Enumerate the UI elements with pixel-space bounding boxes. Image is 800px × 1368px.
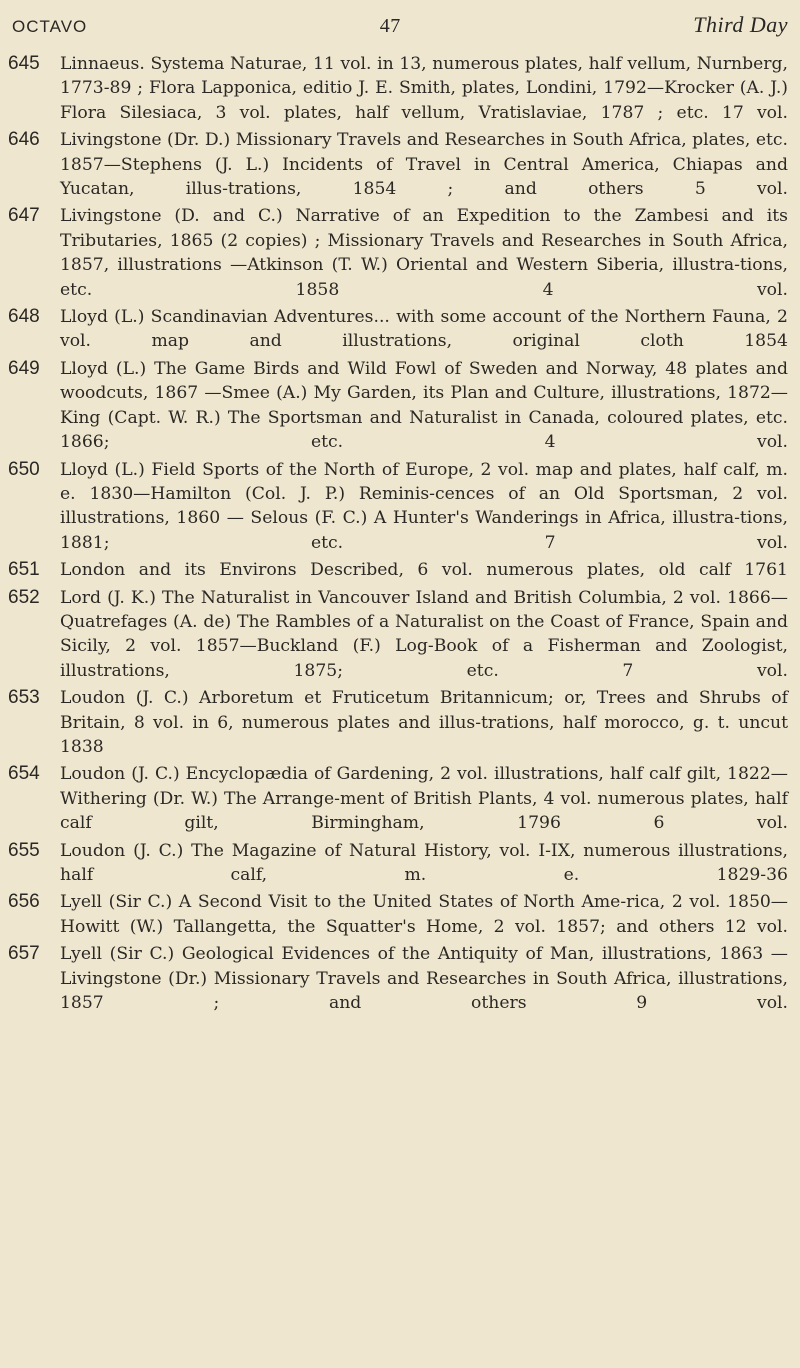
lot-description: Lyell (Sir C.) A Second Visit to the United States of North Ame-rica, 2 vol. 1850—Howitt (W.) Tallangetta, the Squatter's Home, 2 vol. 1857; and others 12 vol. bbox=[60, 892, 788, 937]
lot-entry bbox=[8, 558, 788, 582]
lot-entry bbox=[8, 305, 788, 354]
lot-number: 648 bbox=[8, 306, 40, 328]
lot-number: 645 bbox=[8, 53, 40, 74]
lot-number: 656 bbox=[8, 891, 40, 913]
lot-entry bbox=[8, 686, 788, 759]
header-day: Third Day bbox=[693, 12, 788, 37]
lot-description: Lyell (Sir C.) Geological Evidences of the Antiquity of Man, illustrations, 1863 — Livingstone (Dr.) Missionary Travels and Researches in South Africa, illustrations, 1857 ; and others 9 vol. bbox=[60, 944, 788, 1014]
lot-description: Loudon (J. C.) Encyclopædia of Gardening, 2 vol. illustrations, half calf gilt, 1822— Withering (Dr. W.) The Arrange-ment of British Plants, 4 vol. numerous plates, half calf gilt, Birmingham, 1796 6 vol. bbox=[60, 764, 788, 834]
lot-description: London and its Environs Described, 6 vol. numerous plates, old calf 1761 bbox=[60, 560, 788, 581]
lot-description: Loudon (J. C.) Arboretum et Fruticetum Britannicum; or, Trees and Shrubs of Britain, 8 vol. in 6, numerous plates and illus-trations, half morocco, g. t. uncut 1838 bbox=[60, 688, 788, 757]
lot-number: 646 bbox=[8, 129, 40, 151]
lot-description: Lloyd (L.) Scandinavian Adventures... with some account of the Northern Fauna, 2 vol. map and illustrations, original cloth 1854 bbox=[60, 307, 788, 352]
lot-description: Lloyd (L.) The Game Birds and Wild Fowl of Sweden and Norway, 48 plates and woodcuts, 1867 —Smee (A.) My Garden, its Plan and Culture, illustrations, 1872—King (Capt. W. R.) The Sportsman and Naturalist in Canada, coloured plates, etc. 1866; etc. 4 vol. bbox=[60, 358, 788, 453]
lot-number: 651 bbox=[8, 559, 40, 581]
lot-entry bbox=[8, 357, 788, 455]
lot-number: 650 bbox=[8, 458, 40, 480]
lot-entry bbox=[8, 762, 788, 835]
lot-number: 655 bbox=[8, 839, 40, 861]
lot-description: Loudon (J. C.) The Magazine of Natural History, vol. I-IX, numerous illustrations, half calf, m. e. 1829-36 bbox=[60, 840, 788, 885]
lot-number: 657 bbox=[8, 943, 40, 965]
lot-number: 653 bbox=[8, 687, 40, 709]
lot-number: 649 bbox=[8, 357, 40, 379]
lot-entry bbox=[8, 586, 788, 684]
lot-entry bbox=[8, 942, 788, 1015]
lot-entry bbox=[8, 839, 788, 888]
lot-description: Linnaeus. Systema Naturae, 11 vol. in 13, numerous plates, half vellum, Nurnberg, 1773-89 ; Flora Lapponica, editio J. E. Smith, plates, Londini, 1792—Krocker (A. J.) Flora Silesiaca, 3 vol. plates, half vellum, Vratislaviae, 1787 ; etc. 17 vol. bbox=[60, 54, 788, 123]
lot-number: 652 bbox=[8, 586, 40, 608]
header-format: OCTAVO bbox=[12, 17, 88, 36]
lot-entry bbox=[8, 52, 788, 125]
lot-description: Livingstone (D. and C.) Narrative of an Expedition to the Zambesi and its Tributaries, 1865 (2 copies) ; Missionary Travels and Researches in South Africa, 1857, illustrations —Atkinson (T. W.) Oriental and Western Siberia, illustra-tions, etc. 1858 4 vol. bbox=[60, 206, 788, 300]
page-header bbox=[12, 12, 788, 38]
lot-number: 654 bbox=[8, 763, 40, 785]
page-number: 47 bbox=[379, 15, 401, 37]
lot-description: Lord (J. K.) The Naturalist in Vancouver Island and British Columbia, 2 vol. 1866—Quatrefages (A. de) The Rambles of a Naturalist on the Coast of France, Spain and Sicily, 2 vol. 1857—Buckland (F.) Log-Book of a Fisherman and Zoologist, illustrations, 1875; etc. 7 vol. bbox=[60, 587, 788, 681]
lot-entry bbox=[8, 890, 788, 939]
lot-list bbox=[8, 52, 788, 1018]
lot-entry bbox=[8, 128, 788, 201]
lot-number: 647 bbox=[8, 205, 40, 227]
lot-entry bbox=[8, 458, 788, 556]
lot-description: Lloyd (L.) Field Sports of the North of Europe, 2 vol. map and plates, half calf, m. e. 1830—Hamilton (Col. J. P.) Reminis-cences of an Old Sportsman, 2 vol. illustrations, 1860 — Selous (F. C.) A Hunter's Wanderings in Africa, illustra-tions, 1881; etc. 7 vol. bbox=[60, 459, 788, 553]
lot-description: Livingstone (Dr. D.) Missionary Travels and Researches in South Africa, plates, etc. 1857—Stephens (J. L.) Incidents of Travel in Central America, Chiapas and Yucatan, illus-trations, 1854 ; and others 5 vol. bbox=[60, 130, 788, 200]
lot-entry bbox=[8, 204, 788, 302]
